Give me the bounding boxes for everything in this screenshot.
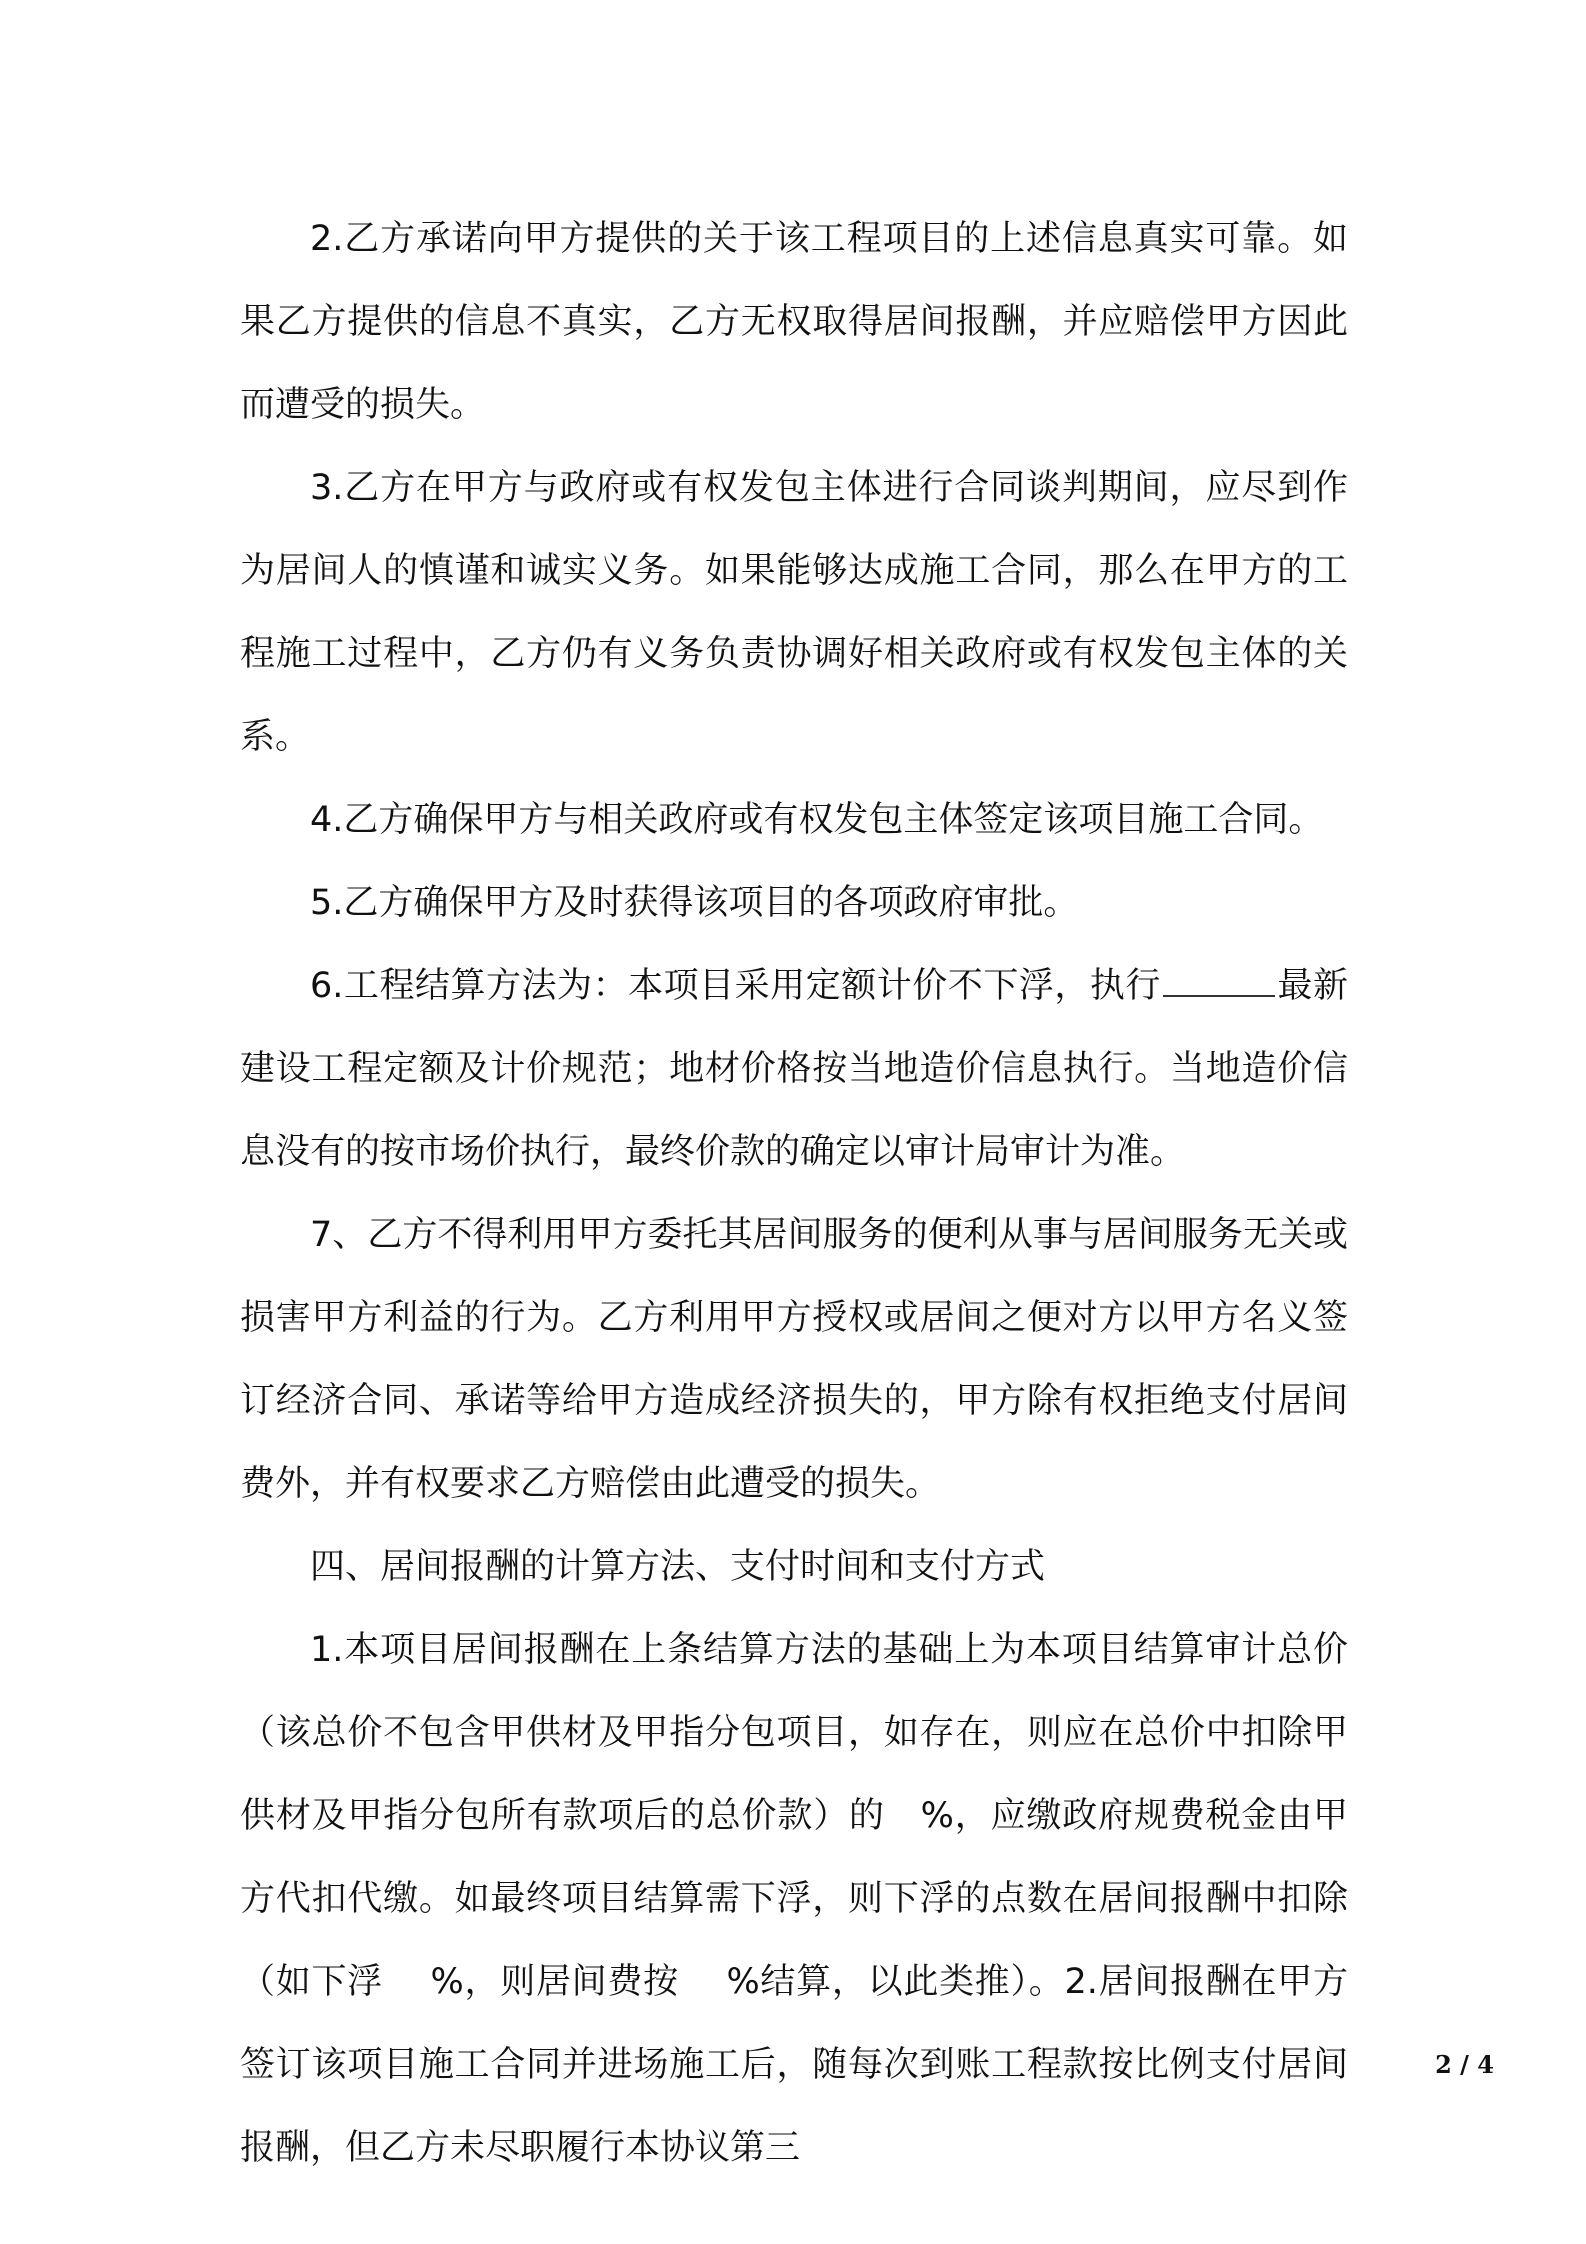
fill-in-blank <box>1163 955 1275 997</box>
paragraph-clause-7: 7、乙方不得利用甲方委托其居间服务的便利从事与居间服务无关或损害甲方利益的行为。乙方利用甲方授权或居间之便对方以甲方名义签订经济合同、承诺等给甲方造成经济损失的，甲方除有权拒绝支付居间费外，并有权要求乙方赔偿由此遭受的损失。 <box>240 1215 1348 1504</box>
paragraph-clause-5: 5.乙方确保甲方及时获得该项目的各项政府审批。 <box>310 883 1079 923</box>
clause-6-text-after: 最新建设工程定额及计价规范；地材价格按当地造价信息执行。当地造价信息没有的按市场价执行，最终价款的确定以审计局审计为准。 <box>240 966 1348 1172</box>
section-heading: 四、居间报酬的计算方法、支付时间和支付方式 <box>310 1547 1046 1587</box>
paragraph-clause-3: 3.乙方在甲方与政府或有权发包主体进行合同谈判期间，应尽到作为居间人的慎谨和诚实义务。如果能够达成施工合同，那么在甲方的工程施工过程中，乙方仍有义务负责协调好相关政府或有权发包主体的关系。 <box>240 468 1348 757</box>
page-number: 2 / 4 <box>1435 2050 1494 2079</box>
clause-6-text-before: 6.工程结算方法为：本项目采用定额计价不下浮，执行 <box>310 966 1161 1006</box>
document-body <box>240 198 1348 2190</box>
paragraph-remuneration: 1.本项目居间报酬在上条结算方法的基础上为本项目结算审计总价（该总价不包含甲供材及甲指分包项目，如存在，则应在总价中扣除甲供材及甲指分包所有款项后的总价款）的 %，应缴政府规费税金由甲方代扣代缴。如最终项目结算需下浮，则下浮的点数在居间报酬中扣除（如下浮 %，则居间费按 %结算，以此类推）。2.居间报酬在甲方签订该项目施工合同并进场施工后，随每次到账工程款按比例支付居间报酬，但乙方未尽职履行本协议第三 <box>240 1630 1348 2168</box>
paragraph-clause-4: 4.乙方确保甲方与相关政府或有权发包主体签定该项目施工合同。 <box>310 800 1324 840</box>
paragraph-clause-2: 2.乙方承诺向甲方提供的关于该工程项目的上述信息真实可靠。如果乙方提供的信息不真实，乙方无权取得居间报酬，并应赔偿甲方因此而遭受的损失。 <box>240 219 1348 425</box>
paragraph-clause-6 <box>240 945 1348 1194</box>
